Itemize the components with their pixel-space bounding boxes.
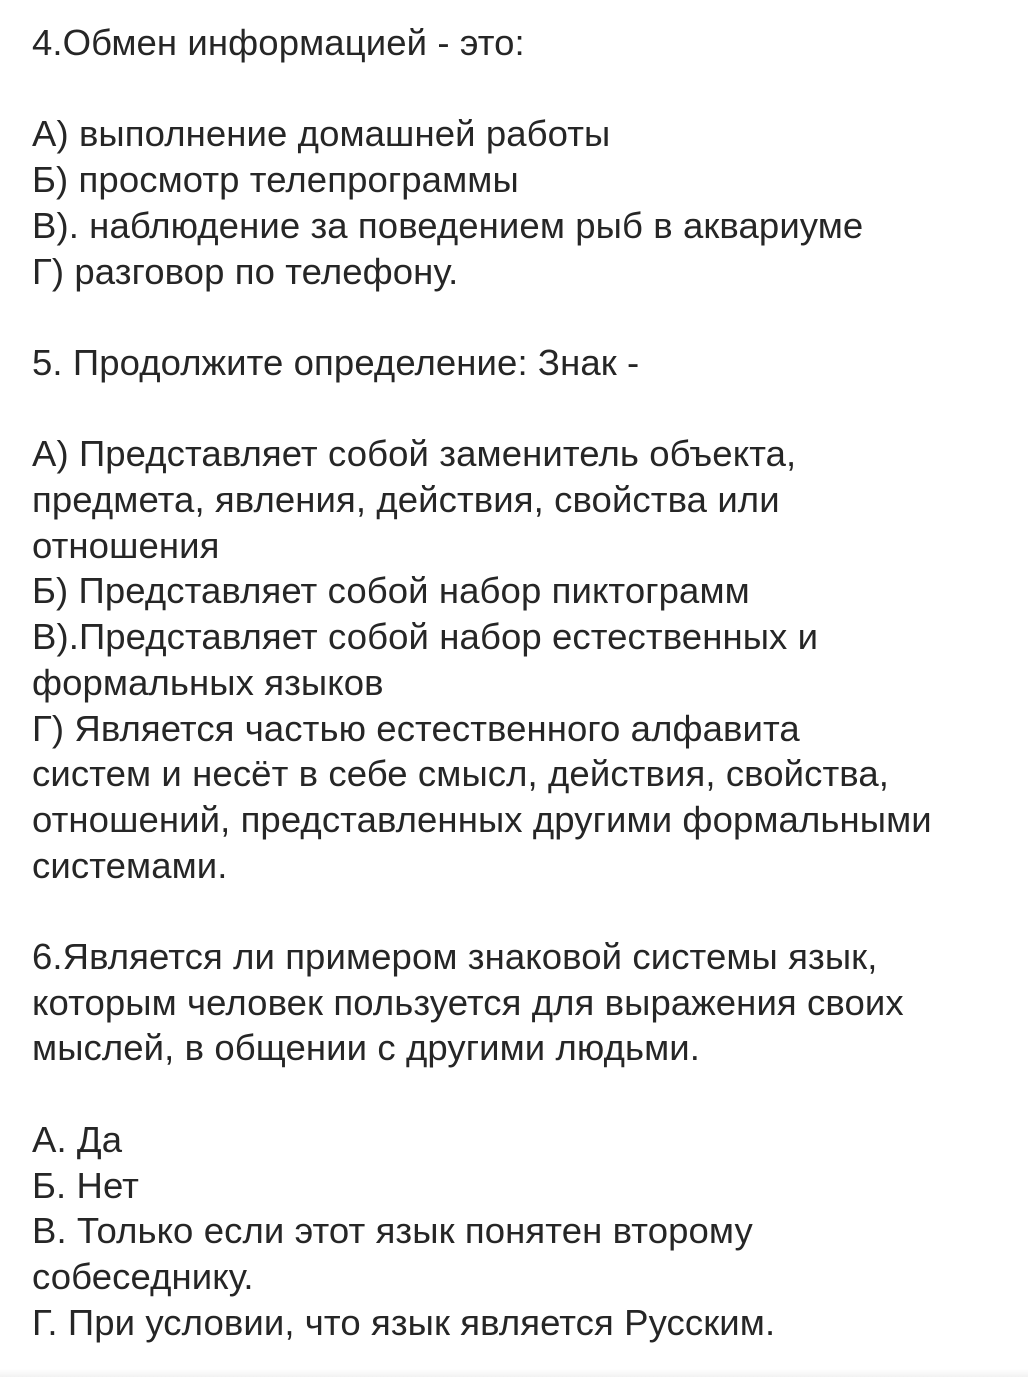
- question-5-option-b: Б) Представляет собой набор пиктограмм: [32, 570, 750, 612]
- question-5-option-c-line-1: В).Представляет собой набор естественных и: [32, 616, 819, 658]
- blank-line: [32, 1071, 1022, 1117]
- question-6-title-line-3: мыслей, в общении с другими людьми.: [32, 1027, 701, 1069]
- question-6-option-a: А. Да: [32, 1118, 123, 1160]
- question-6-option-c-line-1: В. Только если этот язык понятен второму: [32, 1210, 753, 1252]
- question-6-option-d: Г. При условии, что язык является Русским.: [32, 1301, 776, 1343]
- question-5-option-d-line-2: систем и несёт в себе смысл, действия, свойства,: [32, 753, 890, 795]
- blank-line: [32, 294, 1022, 340]
- question-6-title-line-1: 6.Является ли примером знаковой системы язык,: [32, 936, 878, 977]
- blank-line: [32, 386, 1022, 432]
- question-5-title: 5. Продолжите определение: Знак -: [32, 341, 640, 383]
- question-4-option-b: Б) просмотр телепрограммы: [32, 159, 519, 201]
- quiz-text: [32, 20, 1022, 1345]
- question-5-option-a-line-3: отношения: [32, 524, 220, 566]
- question-4-option-a: А) выполнение домашней работы: [32, 113, 611, 155]
- question-4-option-d: Г) разговор по телефону.: [32, 250, 459, 292]
- question-6-title-line-2: которым человек пользуется для выражения своих: [32, 981, 904, 1023]
- question-5-option-d-line-3: отношений, представленных другими формальными: [32, 798, 932, 840]
- question-5-option-d-line-1: Г) Является частью естественного алфавита: [32, 707, 800, 749]
- blank-line: [32, 888, 1022, 934]
- question-6-option-b: Б. Нет: [32, 1164, 139, 1206]
- question-6-option-c-line-2: собеседнику.: [32, 1255, 254, 1297]
- question-5-option-a-line-1: А) Представляет собой заменитель объекта,: [32, 433, 797, 475]
- bottom-edge-shade: [0, 1369, 1028, 1377]
- question-5-option-a-line-2: предмета, явления, действия, свойства или: [32, 478, 780, 520]
- question-5-option-d-line-4: системами.: [32, 844, 228, 886]
- question-5-option-c-line-2: формальных языков: [32, 661, 384, 703]
- question-4-title: 4.Обмен информацией - это:: [32, 22, 525, 63]
- blank-line: [32, 66, 1022, 112]
- question-4-option-c: В). наблюдение за поведением рыб в аквариуме: [32, 204, 864, 246]
